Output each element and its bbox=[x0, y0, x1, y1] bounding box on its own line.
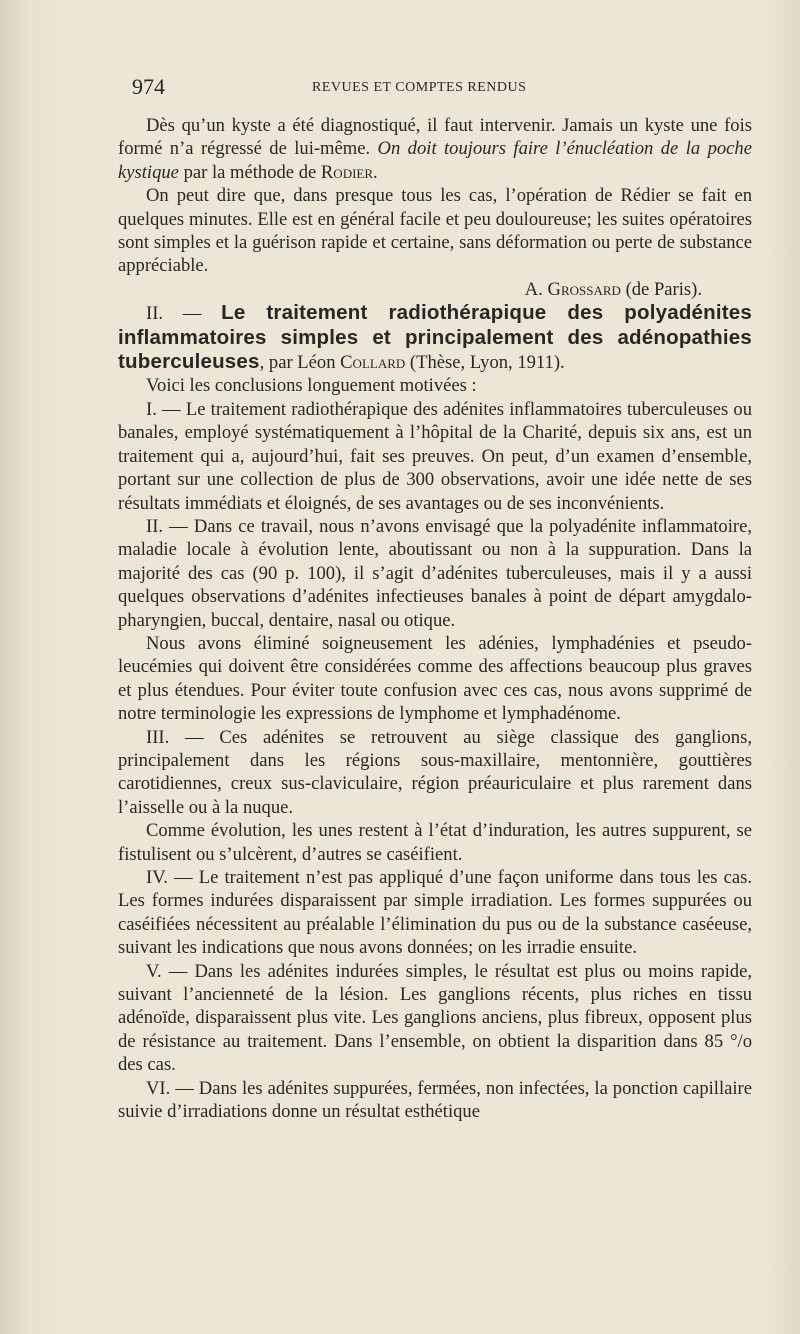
article-body bbox=[118, 114, 752, 1123]
intro-italic: On doit toujours faire l’énucléation de la poche kystique bbox=[118, 138, 752, 183]
intro-text: Dès qu’un kyste a été diagnostiqué, il faut intervenir. Jamais un kyste une fois formé n’a régressé de lui-même. bbox=[118, 115, 752, 160]
paragraph: VI. — Dans les adénites suppurées, fermées, non infectées, la ponction capillaire suivie d’irradiations donne un résultat esthétique bbox=[118, 1077, 752, 1123]
section-heading bbox=[118, 301, 752, 374]
section-by: , par Léon bbox=[259, 352, 341, 374]
intro-text: par la méthode de bbox=[178, 161, 321, 183]
paragraph: II. — Dans ce travail, nous n’avons envisagé que la polyadénite inflammatoire, maladie locale à évolution lente, aboutissant ou non à la suppuration. Dans la majorité des cas (90 p. 100), il s’agit d’adénites tuberculeuses, mais il y a aussi quelques observations d’adénites infectieuses banales à point de départ amygdalo-pharyngien, buccal, dentaire, nasal ou otique. bbox=[118, 515, 752, 631]
running-head: REVUES ET COMPTES RENDUS bbox=[312, 80, 527, 95]
section-author: Collard bbox=[340, 352, 406, 374]
paragraph: I. — Le traitement radiothérapique des adénites inflammatoires tuberculeuses ou banales, employé systématiquement à l’hôpital de la Charité, depuis six ans, est un traitement qui a, aujourd’hui, fait ses preuves. On peut, d’un examen d’ensemble, portant sur une collection de plus de 300 observations, avoir une idée nette de ses résultats immédiats et éloignés, de ses avantages ou de ses inconvénients. bbox=[118, 398, 752, 514]
signature-initial: A. bbox=[524, 278, 548, 300]
paragraph: IV. — Le traitement n’est pas appliqué d’une façon uniforme dans tous les cas. Les formes indurées disparaissent par simple irradiation. Les formes suppurées ou caséifiées nécessitent au préalable l’élimination du pus ou de la substance caséeuse, suivant les indications que nous avons données; on les irradie ensuite. bbox=[118, 867, 752, 959]
page-number: 974 bbox=[132, 74, 165, 99]
signature-name: Grossard bbox=[547, 278, 621, 300]
author-name: Rodier bbox=[320, 161, 374, 183]
section-title: Le traitement radiothérapique des polyadénites inflammatoires simples et principalement des adénopathies tuberculeuses bbox=[118, 301, 752, 374]
paragraph: Voici les conclusions longuement motivées : bbox=[146, 375, 477, 397]
intro-paragraph-1 bbox=[118, 114, 752, 184]
paragraph: Nous avons éliminé soigneusement les adénies, lymphadénies et pseudo-leucémies qui doivent être considérées comme des affections beaucoup plus graves et plus étendues. Pour éviter toute confusion avec ces cas, nous avons supprimé de notre terminologie les expressions de lymphome et lymphadénome. bbox=[118, 632, 752, 725]
signature bbox=[118, 278, 752, 301]
paragraph: V. — Dans les adénites indurées simples, le résultat est plus ou moins rapide, suivant l’ancienneté de la lésion. Les ganglions récents, plus riches en tissu adénoïde, disparaissent plus vite. Les ganglions anciens, plus fibreux, opposent plus de résistance au traitement. Dans l’ensemble, on obtient la disparition dans 85 °/o des cas. bbox=[118, 960, 752, 1076]
section-number: II. — bbox=[146, 303, 222, 325]
section-source: (Thèse, Lyon, 1911). bbox=[405, 352, 565, 374]
intro-text: . bbox=[373, 161, 378, 183]
paragraph: Comme évolution, les unes restent à l’état d’induration, les autres suppurent, se fistulisent ou s’ulcèrent, d’autres se caséifient. bbox=[118, 820, 752, 865]
signature-place: (de Paris). bbox=[620, 278, 702, 300]
paragraph: III. — Ces adénites se retrouvent au siège classique des ganglions, principalement dans les régions sous-maxillaire, mentonnière, gouttières carotidiennes, creux sus-claviculaire, région préauriculaire et plus rarement dans l’aisselle ou à la nuque. bbox=[118, 726, 752, 818]
page-header bbox=[132, 74, 752, 100]
intro-paragraph-2: On peut dire que, dans presque tous les cas, l’opération de Rédier se fait en quelques minutes. Elle est en général facile et peu douloureuse; les suites opératoires sont simples et la guérison rapide et certaine, sans déformation ou perte de substance appréciable. bbox=[118, 185, 752, 277]
